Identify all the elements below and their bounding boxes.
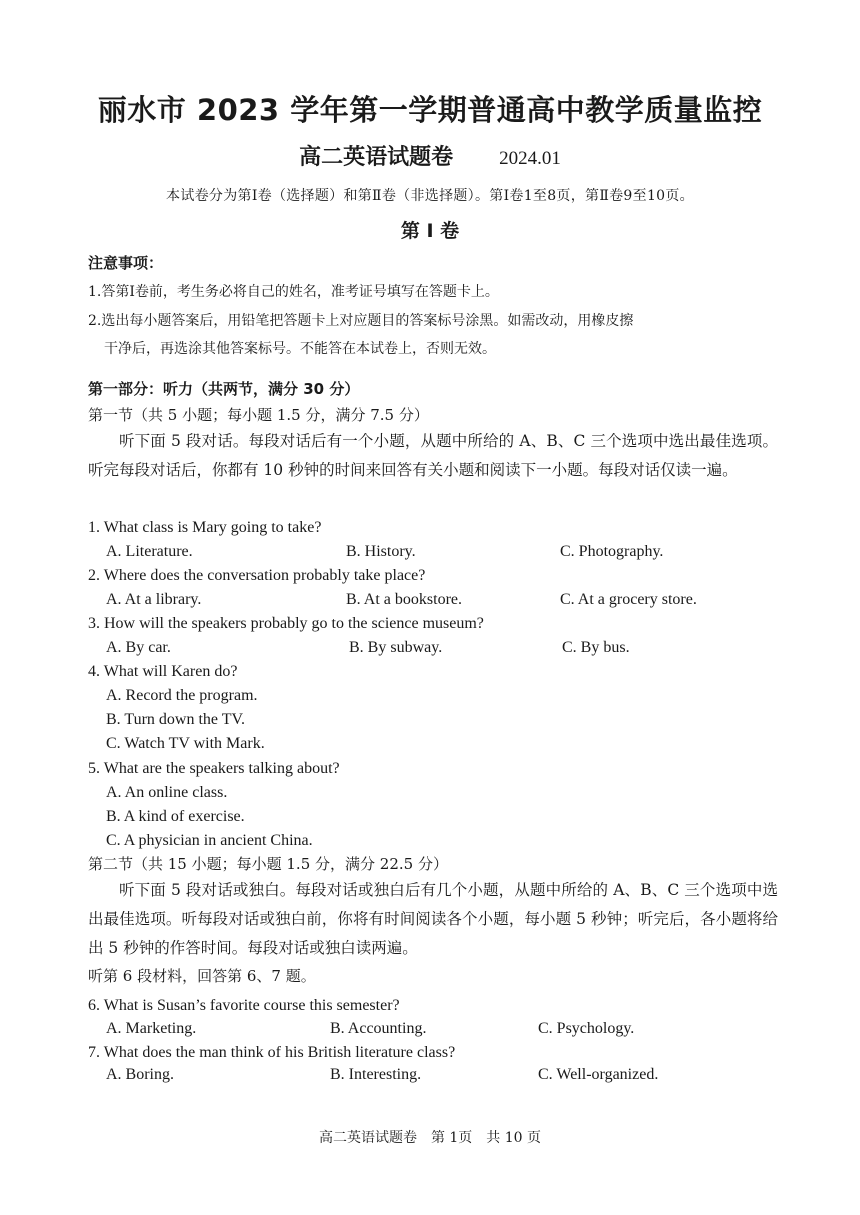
option-b: B. Interesting. xyxy=(330,1066,422,1083)
option-b: B. By subway. xyxy=(349,639,443,656)
exam-info: 本试卷分为第Ⅰ卷（选择题）和第Ⅱ卷（非选择题）。第Ⅰ卷1至8页，第Ⅱ卷9至10页。 xyxy=(166,188,694,204)
section2-instruction: 听下面 5 段对话或独白。每段对话或独白后有几个小题，从题中所给的 A、B、C 三个选项中选出最佳选项。听每段对话或独白前，你将有时间阅读各个小题，每小题 5 秒钟；听完后，各小题将给出 5 秒钟的作答时间。每段对话或独白读两遍。 xyxy=(88,881,778,957)
option-a: A. Marketing. xyxy=(106,1020,197,1037)
option-a: A. An online class. xyxy=(106,784,228,801)
option-c: C. Photography. xyxy=(560,543,664,560)
option-b: B. History. xyxy=(346,543,416,560)
option-a: A. At a library. xyxy=(106,591,202,608)
option-b: B. Turn down the TV. xyxy=(106,711,245,728)
option-b: B. A kind of exercise. xyxy=(106,808,245,825)
option-a: A. By car. xyxy=(106,639,171,656)
note-item: 1.答第Ⅰ卷前，考生务必将自己的姓名，准考证号填写在答题卡上。 xyxy=(88,284,499,300)
section1-heading: 第一节（共 5 小题；每小题 1.5 分，满分 7.5 分） xyxy=(88,406,429,424)
volume-heading: 第 I 卷 xyxy=(400,220,460,242)
option-c: C. Psychology. xyxy=(538,1020,635,1037)
option-c: C. A physician in ancient China. xyxy=(106,832,313,849)
material-note: 听第 6 段材料，回答第 6、7 题。 xyxy=(88,967,316,985)
option-b: B. Accounting. xyxy=(330,1020,427,1037)
option-c: C. At a grocery store. xyxy=(560,591,697,608)
option-b: B. At a bookstore. xyxy=(346,591,462,608)
option-c: C. By bus. xyxy=(562,639,630,656)
part1-heading: 第一部分：听力（共两节，满分 30 分） xyxy=(88,380,360,398)
option-a: A. Literature. xyxy=(106,543,193,560)
question-stem: 1. What class is Mary going to take? xyxy=(88,519,322,536)
question-stem: 5. What are the speakers talking about? xyxy=(88,760,340,777)
option-a: A. Boring. xyxy=(106,1066,174,1083)
exam-title: 丽水市 2023 学年第一学期普通高中教学质量监控 xyxy=(97,93,763,127)
option-c: C. Watch TV with Mark. xyxy=(106,735,265,752)
notes-heading: 注意事项： xyxy=(88,254,164,272)
subject-title: 高二英语试题卷 xyxy=(299,145,454,170)
note-item: 干净后，再选涂其他答案标号。不能答在本试卷上，否则无效。 xyxy=(104,341,496,357)
question-stem: 3. How will the speakers probably go to the science museum? xyxy=(88,615,484,632)
question-stem: 4. What will Karen do? xyxy=(88,663,238,680)
option-c: C. Well-organized. xyxy=(538,1066,659,1083)
section1-instruction: 听下面 5 段对话。每段对话后有一个小题，从题中所给的 A、B、C 三个选项中选出最佳选项。听完每段对话后，你都有 10 秒钟的时间来回答有关小题和阅读下一小题。每段对话仅读一遍。 xyxy=(88,432,778,479)
question-stem: 6. What is Susan’s favorite course this semester? xyxy=(88,997,400,1014)
page-footer: 高二英语试题卷 第 1页 共 10 页 xyxy=(318,1130,542,1146)
question-stem: 7. What does the man think of his British literature class? xyxy=(88,1044,456,1061)
exam-subtitle xyxy=(0,140,860,171)
section2-heading: 第二节（共 15 小题；每小题 1.5 分，满分 22.5 分） xyxy=(88,855,448,873)
question-stem: 2. Where does the conversation probably take place? xyxy=(88,567,426,584)
exam-date: 2024.01 xyxy=(499,148,561,169)
note-item: 2.选出每小题答案后，用铅笔把答题卡上对应题目的答案标号涂黑。如需改动，用橡皮擦 xyxy=(88,313,634,329)
option-a: A. Record the program. xyxy=(106,687,258,704)
